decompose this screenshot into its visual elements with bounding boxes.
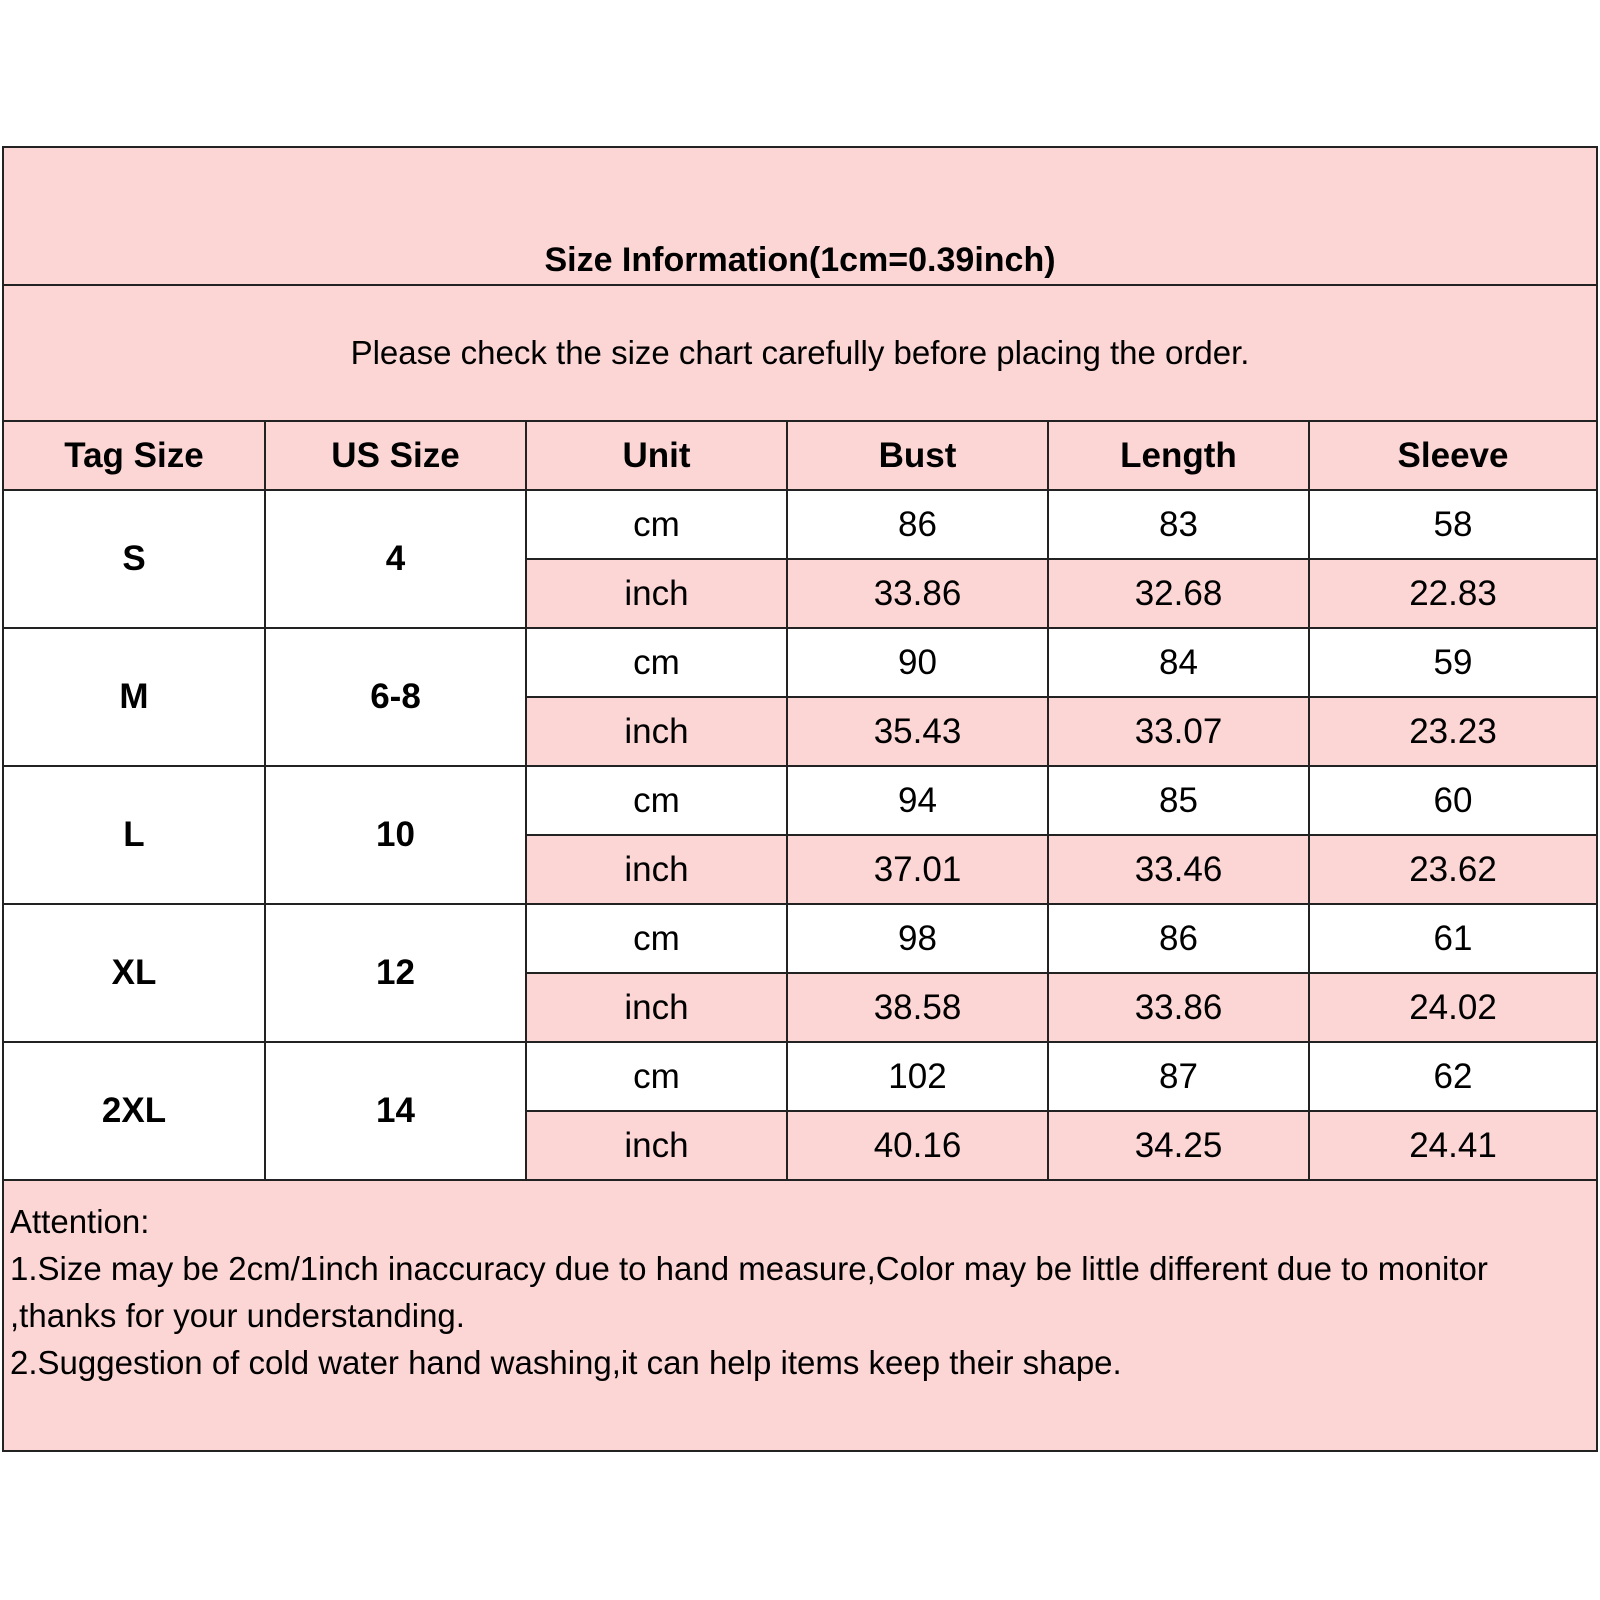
length-cell: 84 [1048, 628, 1309, 697]
unit-cell: cm [526, 1042, 787, 1111]
attention-line-2: 2.Suggestion of cold water hand washing,it can help items keep their shape. [10, 1344, 1122, 1381]
table-row [4, 1042, 1596, 1111]
header-bust: Bust [787, 422, 1048, 490]
sleeve-cell: 23.62 [1309, 835, 1596, 904]
tag-size-cell: S [4, 490, 265, 628]
chart-title: Size Information(1cm=0.39inch) [544, 241, 1056, 279]
tag-size-cell: 2XL [4, 1042, 265, 1180]
length-cell: 87 [1048, 1042, 1309, 1111]
us-size-cell: 10 [265, 766, 526, 904]
bust-cell: 102 [787, 1042, 1048, 1111]
length-cell: 86 [1048, 904, 1309, 973]
bust-cell: 86 [787, 490, 1048, 559]
size-chart [2, 146, 1598, 1452]
title-band [4, 148, 1596, 286]
sleeve-cell: 61 [1309, 904, 1596, 973]
bust-cell: 35.43 [787, 697, 1048, 766]
sleeve-cell: 24.02 [1309, 973, 1596, 1042]
length-cell: 83 [1048, 490, 1309, 559]
unit-cell: inch [526, 835, 787, 904]
table-row [4, 904, 1596, 973]
us-size-cell: 12 [265, 904, 526, 1042]
bust-cell: 90 [787, 628, 1048, 697]
length-cell: 85 [1048, 766, 1309, 835]
sleeve-cell: 62 [1309, 1042, 1596, 1111]
length-cell: 33.07 [1048, 697, 1309, 766]
sleeve-cell: 58 [1309, 490, 1596, 559]
header-us-size: US Size [265, 422, 526, 490]
table-row [4, 628, 1596, 697]
attention-line-1: 1.Size may be 2cm/1inch inaccuracy due to hand measure,Color may be little different due to monitor ,thanks for your understanding. [10, 1250, 1488, 1334]
bust-cell: 37.01 [787, 835, 1048, 904]
size-table [4, 422, 1596, 1181]
length-cell: 33.46 [1048, 835, 1309, 904]
length-cell: 33.86 [1048, 973, 1309, 1042]
subtitle-band [4, 286, 1596, 422]
attention-notes [10, 1198, 1586, 1386]
tag-size-cell: XL [4, 904, 265, 1042]
sleeve-cell: 23.23 [1309, 697, 1596, 766]
sleeve-cell: 59 [1309, 628, 1596, 697]
table-header-row [4, 422, 1596, 490]
us-size-cell: 4 [265, 490, 526, 628]
bust-cell: 38.58 [787, 973, 1048, 1042]
unit-cell: cm [526, 904, 787, 973]
sleeve-cell: 60 [1309, 766, 1596, 835]
header-sleeve: Sleeve [1309, 422, 1596, 490]
bust-cell: 40.16 [787, 1111, 1048, 1180]
bust-cell: 98 [787, 904, 1048, 973]
chart-subtitle: Please check the size chart carefully before placing the order. [350, 334, 1250, 371]
header-tag-size: Tag Size [4, 422, 265, 490]
unit-cell: cm [526, 766, 787, 835]
length-cell: 34.25 [1048, 1111, 1309, 1180]
sleeve-cell: 24.41 [1309, 1111, 1596, 1180]
header-length: Length [1048, 422, 1309, 490]
unit-cell: cm [526, 628, 787, 697]
unit-cell: inch [526, 697, 787, 766]
us-size-cell: 14 [265, 1042, 526, 1180]
length-cell: 32.68 [1048, 559, 1309, 628]
unit-cell: inch [526, 1111, 787, 1180]
unit-cell: cm [526, 490, 787, 559]
us-size-cell: 6-8 [265, 628, 526, 766]
unit-cell: inch [526, 559, 787, 628]
tag-size-cell: M [4, 628, 265, 766]
sleeve-cell: 22.83 [1309, 559, 1596, 628]
table-row [4, 490, 1596, 559]
bust-cell: 33.86 [787, 559, 1048, 628]
unit-cell: inch [526, 973, 787, 1042]
attention-heading: Attention: [10, 1203, 150, 1240]
header-unit: Unit [526, 422, 787, 490]
bust-cell: 94 [787, 766, 1048, 835]
tag-size-cell: L [4, 766, 265, 904]
table-row [4, 766, 1596, 835]
